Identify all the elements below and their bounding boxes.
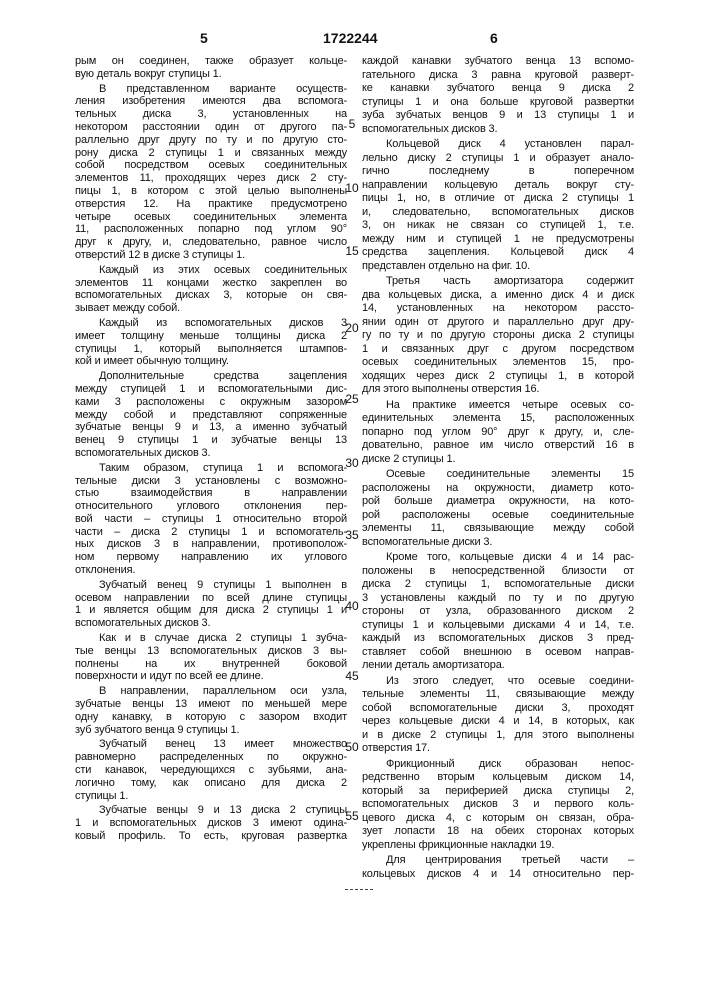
text-line: и в диске 2 ступицы 1, для этого выполнены bbox=[362, 729, 634, 743]
page-number-right: 6 bbox=[490, 30, 498, 46]
paragraph bbox=[362, 854, 634, 881]
text-line: рону диска 2 ступицы 1 и связанных между bbox=[75, 147, 347, 160]
text-line: зует лопасти 18 на обеих сторонах которых bbox=[362, 825, 634, 839]
text-line: вспомогательных дисков 3. bbox=[362, 123, 634, 137]
text-line: отклонения. bbox=[75, 564, 347, 577]
text-line: каждой канавки зубчатого венца 13 вспомо- bbox=[362, 55, 634, 69]
text-line: ходящих через диск 2 ступицы 1, в которой bbox=[362, 370, 634, 384]
text-line: 14, установленных на некотором рассто- bbox=[362, 302, 634, 316]
text-line: части – диска 2 ступицы 1 и вспомогатель- bbox=[75, 526, 347, 539]
paragraph bbox=[362, 138, 634, 273]
text-line: ступицы 1 и она больше круговой развертки bbox=[362, 96, 634, 110]
left-text-column bbox=[75, 55, 347, 845]
text-line: кой и имеет обычную толщину. bbox=[75, 355, 347, 368]
text-line: диске 2 ступицы 1. bbox=[362, 453, 634, 467]
text-line: вспомогательных дисков 3. bbox=[75, 447, 347, 460]
text-line: каждый из вспомогательных дисков 3 пред- bbox=[362, 632, 634, 646]
text-line: логично тому, как описано для диска 2 bbox=[75, 777, 347, 790]
text-line: направлении кольцевую деталь вокруг сту- bbox=[362, 179, 634, 193]
text-line: На практике имеется четыре осевых со- bbox=[362, 399, 634, 413]
text-line: зуба зубчатых венцов 9 и 13 ступицы 1 и bbox=[362, 109, 634, 123]
text-line: который за периферией диска ступицы 2, bbox=[362, 785, 634, 799]
text-line: лельно диску 2 ступицы 1 и образует анало- bbox=[362, 152, 634, 166]
text-line: осевых соединительных элементов 15, про- bbox=[362, 356, 634, 370]
paragraph bbox=[362, 55, 634, 136]
text-line: рой расположены осевые соединительные bbox=[362, 509, 634, 523]
text-line: вспомогательных дисках 3, которые он свя- bbox=[75, 289, 347, 302]
paragraph bbox=[75, 738, 347, 802]
text-line: 3 установлены каждый по ту и по другую bbox=[362, 592, 634, 606]
text-line: 11, расположенных попарно под углом 90° bbox=[75, 223, 347, 236]
text-line: довательно, равное им число отверстий 16 в bbox=[362, 439, 634, 453]
text-line: представлен отдельно на фиг. 10. bbox=[362, 260, 634, 274]
text-line: через кольцевые диски 4 и 14, в которых, как bbox=[362, 715, 634, 729]
text-line: ных дисков 3 в направлении, противополож- bbox=[75, 538, 347, 551]
paragraph bbox=[362, 275, 634, 397]
text-line: два кольцевых диска, а именно диск 4 и диск bbox=[362, 289, 634, 303]
paragraph bbox=[75, 370, 347, 460]
text-line: редственно вторым кольцевым диском 14, bbox=[362, 771, 634, 785]
paragraph bbox=[75, 55, 347, 81]
text-line: для этого выполнены отверстия 16. bbox=[362, 383, 634, 397]
text-line: Кольцевой диск 4 установлен парал- bbox=[362, 138, 634, 152]
text-line: между собой и представляют сопряженные bbox=[75, 409, 347, 422]
text-line: ления изобретения имеются два вспомога- bbox=[75, 95, 347, 108]
text-line: гу по ту и по другую стороны диска 2 ступицы bbox=[362, 329, 634, 343]
text-line: вой части – ступицы 1 относительно второй bbox=[75, 513, 347, 526]
text-line: стороны от узла, образованного диском 2 bbox=[362, 605, 634, 619]
text-line: лении деталь амортизатора. bbox=[362, 659, 634, 673]
text-line: между ним и ступицей 1 не предусмотрены bbox=[362, 233, 634, 247]
line-number: 30 bbox=[341, 456, 363, 470]
line-number: 15 bbox=[341, 244, 363, 258]
text-line: В представленном варианте осуществ- bbox=[75, 83, 347, 96]
text-line: Каждый из этих осевых соединительных bbox=[75, 264, 347, 277]
text-line: собой вспомогательные диски 3, проходят bbox=[362, 702, 634, 716]
paragraph bbox=[362, 758, 634, 853]
text-line: ками 3 расположены с окружным зазором bbox=[75, 396, 347, 409]
end-divider bbox=[345, 889, 373, 890]
text-line: Зубчатый венец 13 имеет множество bbox=[75, 738, 347, 751]
paragraph bbox=[75, 804, 347, 842]
paragraph bbox=[75, 462, 347, 577]
text-line: тельные элементы 11, связывающие между bbox=[362, 688, 634, 702]
text-line: Зубчатый венец 9 ступицы 1 выполнен в bbox=[75, 579, 347, 592]
paragraph bbox=[362, 551, 634, 673]
text-line: осевом направлении по всей длине ступицы bbox=[75, 592, 347, 605]
text-line: В направлении, параллельном оси узла, bbox=[75, 685, 347, 698]
text-line: элементов 11 концами жестко закреплен во bbox=[75, 277, 347, 290]
text-line: элементы 11, связывающие между собой bbox=[362, 522, 634, 536]
text-line: кольцевых дисков 4 и 14 относительно пер- bbox=[362, 868, 634, 882]
text-line: собой посредством осевых соединительных bbox=[75, 159, 347, 172]
paragraph bbox=[75, 685, 347, 736]
paragraph bbox=[75, 264, 347, 315]
text-line: рой больше диаметра окружности, на кото- bbox=[362, 495, 634, 509]
paragraph bbox=[75, 579, 347, 630]
line-number: 20 bbox=[341, 321, 363, 335]
text-line: сти канавок, чередующихся с зубьями, ана- bbox=[75, 764, 347, 777]
text-line: ке канавки зубчатого венца 9 диска 2 bbox=[362, 82, 634, 96]
text-line: 1 и вспомогательных дисков 3 имеют одина- bbox=[75, 817, 347, 830]
text-line: Третья часть амортизатора содержит bbox=[362, 275, 634, 289]
text-line: Кроме того, кольцевые диски 4 и 14 рас- bbox=[362, 551, 634, 565]
text-line: 1 и является общим для диска 2 ступицы 1 и bbox=[75, 604, 347, 617]
text-line: тые венцы 13 вспомогательных дисков 3 вы- bbox=[75, 645, 347, 658]
text-line: раллельно друг другу по ту и по другую сто- bbox=[75, 134, 347, 147]
text-line: зуб зубчатого венца 9 ступицы 1. bbox=[75, 724, 347, 737]
text-line: гично последнему в поперечном bbox=[362, 165, 634, 179]
text-line: поверхности и идут по всей ее длине. bbox=[75, 670, 347, 683]
text-line: зубчатые венцы 9 и 13, а именно зубчатый bbox=[75, 421, 347, 434]
text-line: вспомогательных дисков 3. bbox=[75, 617, 347, 630]
text-line: расположены на окружности, диаметр кото- bbox=[362, 482, 634, 496]
text-line: пицы 1, но, в отличие от диска 2 ступицы 1 bbox=[362, 192, 634, 206]
line-number: 25 bbox=[341, 392, 363, 406]
patent-number: 1722244 bbox=[323, 30, 378, 46]
text-line: 1 и связанных друг с другом посредством bbox=[362, 343, 634, 357]
text-line: Фрикционный диск образован непос- bbox=[362, 758, 634, 772]
text-line: гательного диска 3 равна круговой разверт- bbox=[362, 69, 634, 83]
text-line: единительных элемента 15, расположенных bbox=[362, 412, 634, 426]
text-line: попарно под углом 90° друг к другу, и, сле- bbox=[362, 426, 634, 440]
text-line: ступицы 1. bbox=[75, 790, 347, 803]
line-number: 10 bbox=[341, 181, 363, 195]
text-line: вую деталь вокруг ступицы 1. bbox=[75, 68, 347, 81]
text-line: Для центрирования третьей части – bbox=[362, 854, 634, 868]
line-number: 40 bbox=[341, 599, 363, 613]
text-line: некотором расстоянии один от другого па- bbox=[75, 121, 347, 134]
text-line: отверстия 17. bbox=[362, 742, 634, 756]
paragraph bbox=[362, 468, 634, 549]
text-line: цевого диска 4, с которым он связан, обра- bbox=[362, 812, 634, 826]
paragraph bbox=[362, 399, 634, 467]
text-line: друг к другу, и, следовательно, равное число bbox=[75, 236, 347, 249]
text-line: равномерно распределенных по окружно- bbox=[75, 751, 347, 764]
text-line: Дополнительные средства зацепления bbox=[75, 370, 347, 383]
text-line: диска 2 ступицы 1, вспомогательные диски bbox=[362, 578, 634, 592]
text-line: стью взаимодействия в направлении bbox=[75, 487, 347, 500]
text-line: одну канавку, в которую с зазором входит bbox=[75, 711, 347, 724]
text-line: пицы 1, в котором с этой целью выполнены bbox=[75, 185, 347, 198]
paragraph bbox=[75, 317, 347, 368]
text-line: полнены на их внутренней боковой bbox=[75, 658, 347, 671]
text-line: Из этого следует, что осевые соедини- bbox=[362, 675, 634, 689]
line-number: 50 bbox=[341, 740, 363, 754]
paragraph bbox=[362, 675, 634, 756]
text-line: между ступицей 1 и вспомогательными дис- bbox=[75, 383, 347, 396]
text-line: Осевые соединительные элементы 15 bbox=[362, 468, 634, 482]
text-line: зывает между собой. bbox=[75, 302, 347, 315]
text-line: ставляет собой внешнюю в осевом направ- bbox=[362, 646, 634, 660]
text-line: Зубчатые венцы 9 и 13 диска 2 ступицы bbox=[75, 804, 347, 817]
text-line: ступицы 1 и кольцевыми дисками 4 и 14, т.е. bbox=[362, 619, 634, 633]
page-number-left: 5 bbox=[200, 30, 208, 46]
text-line: четыре осевых соединительных элемента bbox=[75, 211, 347, 224]
text-line: элементов 11, проходящих через диск 2 сту- bbox=[75, 172, 347, 185]
text-line: вспомогательные диски 3. bbox=[362, 536, 634, 550]
text-line: 3, он никак не связан со ступицей 1, т.е. bbox=[362, 219, 634, 233]
text-line: отверстий 12 в диске 3 ступицы 1. bbox=[75, 249, 347, 262]
line-number: 5 bbox=[341, 117, 363, 131]
text-line: ном первому направлению их углового bbox=[75, 551, 347, 564]
text-line: Как и в случае диска 2 ступицы 1 зубча- bbox=[75, 632, 347, 645]
text-line: янии один от другого и параллельно друг дру- bbox=[362, 316, 634, 330]
text-line: ковый профиль. То есть, круговая развертка bbox=[75, 830, 347, 843]
right-text-column bbox=[362, 55, 634, 883]
text-line: и, следовательно, вспомогательных дисков bbox=[362, 206, 634, 220]
text-line: Таким образом, ступица 1 и вспомога- bbox=[75, 462, 347, 475]
paragraph bbox=[75, 83, 347, 262]
text-line: вспомогательных дисков 3 и первого коль- bbox=[362, 798, 634, 812]
text-line: тельные диски 3 установлены с возможно- bbox=[75, 475, 347, 488]
text-line: относительного углового отклонения пер- bbox=[75, 500, 347, 513]
line-number: 55 bbox=[341, 809, 363, 823]
text-line: имеет толщину меньше толщины диска 2 bbox=[75, 330, 347, 343]
text-line: ступицы 1, который выполняется штампов- bbox=[75, 343, 347, 356]
text-line: венец 9 ступицы 1 и зубчатые венцы 13 bbox=[75, 434, 347, 447]
text-line: рым он соединен, также образует кольце- bbox=[75, 55, 347, 68]
text-line: отверстия 12. На практике предусмотрено bbox=[75, 198, 347, 211]
paragraph bbox=[75, 632, 347, 683]
text-line: тельных диска 3, установленных на bbox=[75, 108, 347, 121]
text-line: положены в непосредственной близости от bbox=[362, 565, 634, 579]
text-line: Каждый из вспомогательных дисков 3 bbox=[75, 317, 347, 330]
text-line: укреплены фрикционные накладки 19. bbox=[362, 839, 634, 853]
text-line: средства зацепления. Кольцевой диск 4 bbox=[362, 246, 634, 260]
line-number: 45 bbox=[341, 669, 363, 683]
text-line: зубчатые венцы 13 имеют по меньшей мере bbox=[75, 698, 347, 711]
line-number: 35 bbox=[341, 528, 363, 542]
